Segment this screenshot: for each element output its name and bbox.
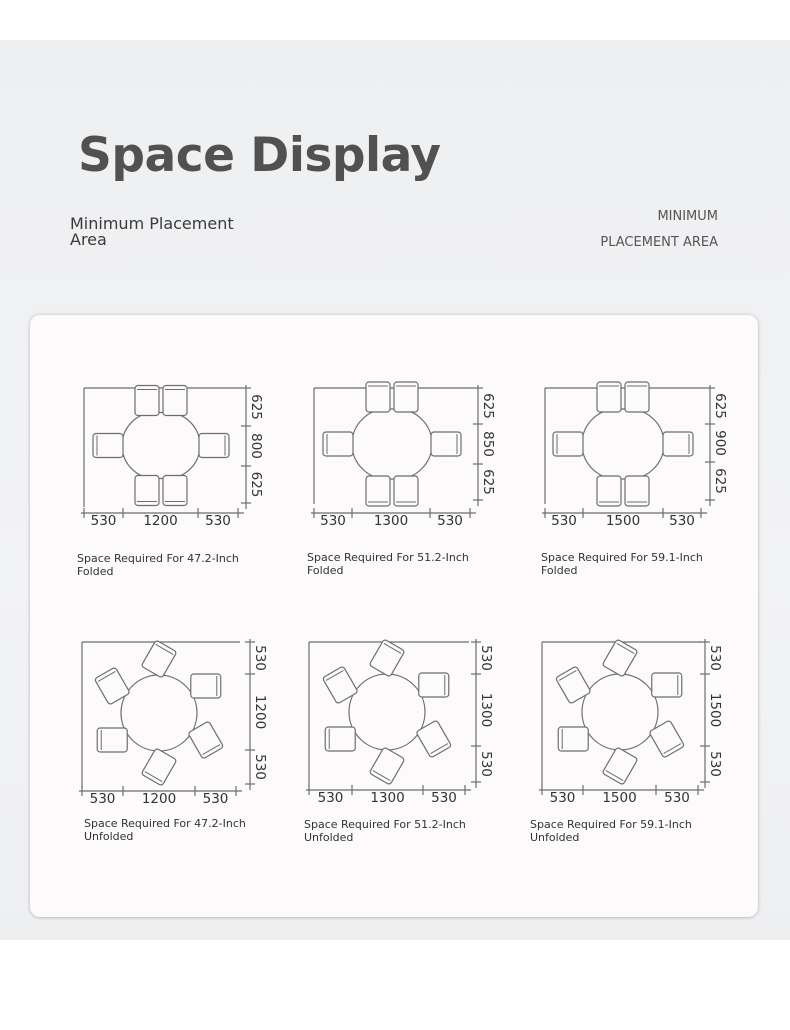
subtitle-left-line-1: Minimum Placement [70,214,234,233]
subtitle-right-line-1: MINIMUM [657,209,718,224]
dimension-label-vertical: 1500 [707,692,723,728]
caption-line-2: Unfolded [530,831,580,844]
chair-icon [325,727,355,751]
diagram-folded-47-inch [81,385,264,529]
dimension-label-vertical: 530 [252,645,268,671]
dimension-label-horizontal: 530 [549,790,576,806]
chair-icon [163,476,187,506]
caption-folded-51-inch [307,551,469,577]
caption-line-1: Space Required For 47.2-Inch [77,552,239,565]
chair-seat [369,639,405,677]
chair-icon [93,434,123,458]
diagram-unfolded-51-inch [306,639,494,806]
chair-icon [369,639,405,677]
dimension-label-vertical: 625 [248,471,264,498]
dimension-label-vertical: 530 [478,645,494,671]
chair-icon [663,432,693,456]
dimension-label-vertical: 900 [712,430,728,456]
chair-icon [141,640,177,678]
table-round [349,674,425,750]
chair-icon [366,476,390,506]
dimension-label-horizontal: 1300 [370,790,405,806]
diagram-unfolded-47-inch [79,639,268,807]
caption-unfolded-59-inch [530,818,692,844]
chair-icon [558,727,588,751]
chair-icon [602,639,638,677]
dimension-label-horizontal: 530 [90,513,117,529]
diagram-unfolded-59-inch [539,639,723,806]
chair-icon [366,382,390,412]
dimension-label-vertical: 1200 [252,694,268,730]
dimension-label-vertical: 530 [707,645,723,671]
chair-icon [191,674,221,698]
dimension-label-vertical: 530 [707,751,723,777]
caption-line-2: Unfolded [84,830,134,843]
page-title: Space Display [78,128,441,183]
chair-icon [431,432,461,456]
caption-line-2: Folded [77,565,114,578]
dimension-label-vertical: 530 [252,754,268,780]
dimension-label-horizontal: 530 [202,791,229,807]
dimension-label-horizontal: 1200 [143,513,178,529]
subtitle-right-line-2: PLACEMENT AREA [600,235,718,250]
table-oval [582,409,664,479]
dimension-label-horizontal: 1500 [602,790,637,806]
chair-icon [97,728,127,752]
dimension-label-horizontal: 530 [664,790,690,806]
dimension-label-horizontal: 1500 [605,513,641,529]
chair-icon [323,432,353,456]
caption-line-1: Space Required For 59.1-Inch [530,818,692,831]
diagram-folded-59-inch [542,382,728,529]
chair-icon [141,748,177,786]
chair-icon [394,382,418,412]
chair-icon [369,747,405,785]
dimension-label-horizontal: 1300 [373,513,409,529]
caption-line-2: Unfolded [304,831,354,844]
table-oval [122,413,200,479]
table-round [582,674,658,750]
dimension-label-horizontal: 530 [317,790,344,806]
dimension-label-horizontal: 530 [89,791,116,807]
caption-line-2: Folded [541,564,578,577]
chair-seat [602,747,638,785]
chair-seat [602,639,638,677]
table-oval [352,409,432,479]
caption-line-2: Folded [307,564,344,577]
chair-icon [597,476,621,506]
chair-icon [394,476,418,506]
dimension-label-vertical: 625 [712,468,728,494]
caption-line-1: Space Required For 47.2-Inch [84,817,246,830]
chair-icon [419,673,449,697]
caption-folded-59-inch [541,551,703,577]
dimension-label-horizontal: 530 [320,513,346,529]
dimension-label-vertical: 625 [712,393,728,419]
caption-unfolded-47-inch [84,817,246,843]
diagram-folded-51-inch [311,382,496,529]
dimension-label-horizontal: 530 [669,513,695,529]
caption-line-1: Space Required For 59.1-Inch [541,551,703,564]
chair-icon [553,432,583,456]
dimension-label-vertical: 625 [480,469,496,495]
dimension-label-vertical: 530 [478,751,494,777]
dimension-label-horizontal: 530 [205,513,231,529]
dimension-label-horizontal: 530 [431,790,457,806]
dimension-label-horizontal: 530 [437,513,463,529]
dimension-label-horizontal: 1200 [141,791,177,807]
caption-folded-47-inch [77,552,239,578]
caption-line-1: Space Required For 51.2-Inch [307,551,469,564]
chair-seat [369,747,405,785]
chair-seat [141,748,177,786]
chair-icon [625,476,649,506]
chair-icon [163,386,187,416]
dimension-label-vertical: 800 [248,433,264,459]
subtitle-left-line-2: Area [70,230,107,249]
chair-icon [135,476,159,506]
caption-unfolded-51-inch [304,818,466,844]
dimension-label-vertical: 625 [480,393,496,419]
caption-line-1: Space Required For 51.2-Inch [304,818,466,831]
chair-icon [199,434,229,458]
chair-icon [652,673,682,697]
chair-icon [625,382,649,412]
chair-icon [135,386,159,416]
dimension-label-vertical: 625 [248,394,264,420]
dimension-label-vertical: 850 [480,431,496,457]
table-round [121,675,197,751]
dimension-label-horizontal: 530 [551,513,577,529]
chair-icon [597,382,621,412]
chair-seat [141,640,177,678]
chair-icon [602,747,638,785]
dimension-label-vertical: 1300 [478,692,494,728]
